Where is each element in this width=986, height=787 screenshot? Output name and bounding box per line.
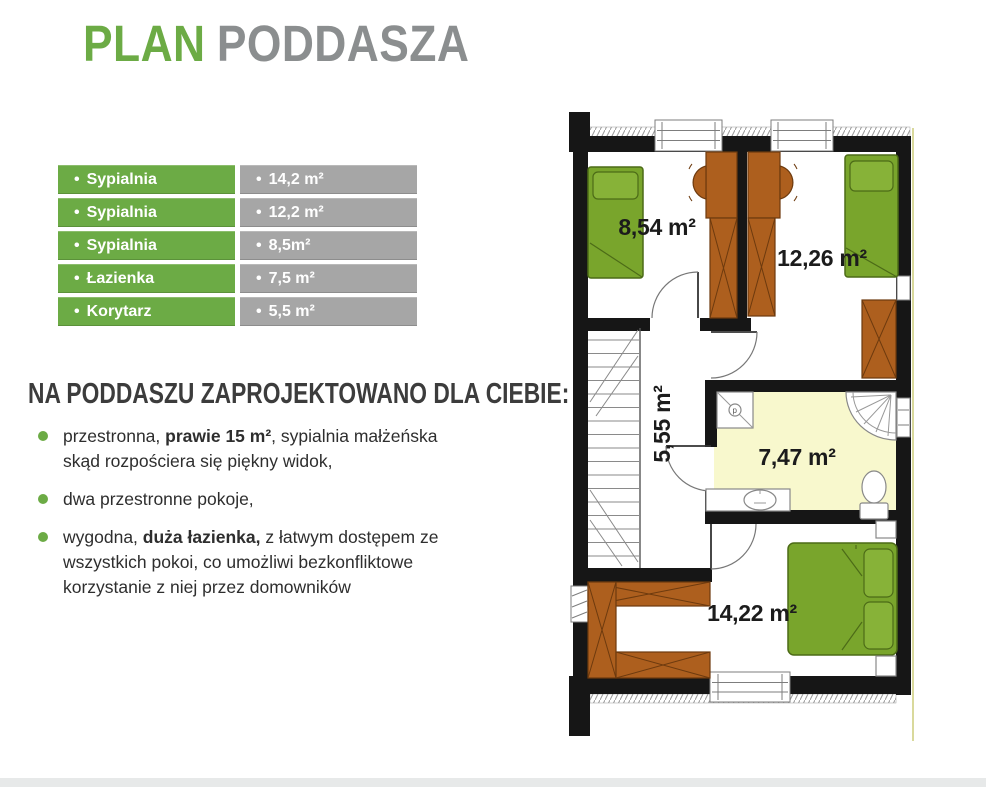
table-cell-room-name: [58, 165, 235, 194]
room-label-corridor: 5,55 m²: [649, 385, 675, 463]
wardrobe-icon: [748, 218, 775, 316]
table-cell-room-area: [240, 297, 417, 326]
door-arc-bedroom-1226: [711, 332, 757, 378]
staircase: [588, 328, 640, 568]
room-area: 12,2 m²: [268, 204, 324, 221]
feature-text-line: korzystanie z niej przez domowników: [63, 577, 351, 597]
room-area-table: [58, 165, 417, 326]
page-title: [83, 14, 527, 73]
feature-text-post: z łatwym dostępem ze: [260, 527, 439, 547]
room-name: Korytarz: [86, 303, 152, 320]
bullet-icon: •: [256, 237, 262, 254]
bullet-icon: •: [256, 204, 262, 221]
window-icon: [571, 586, 588, 622]
room-label-1422: 14,22 m²: [707, 600, 797, 626]
door-arc-bedroom-1422: [711, 524, 756, 569]
table-cell-room-name: [58, 231, 235, 260]
toilet-icon: [860, 471, 888, 519]
feature-item: [36, 424, 526, 474]
room-area: 5,5 m²: [268, 303, 315, 320]
feature-item: [36, 487, 526, 512]
feature-text-post: , sypialnia małżeńska: [271, 426, 438, 446]
wall-niche: [897, 398, 910, 437]
table-cell-room-name: [58, 264, 235, 293]
table-cell-room-name: [58, 198, 235, 227]
room-name: Sypialnia: [86, 237, 157, 254]
room-label-bathroom: 7,47 m²: [758, 444, 836, 470]
bullet-dot-icon: [38, 431, 48, 441]
chair-icon: [780, 164, 797, 201]
table-cell-room-area: [240, 231, 417, 260]
bed-icon: [788, 543, 897, 655]
title-highlight: PLAN: [83, 15, 206, 72]
bullet-icon: •: [74, 237, 80, 254]
wall-niche: [897, 276, 910, 300]
feature-text-line: wszystkich pokoi, co umożliwi bezkonfliktowe: [63, 552, 414, 572]
bullet-icon: •: [256, 171, 262, 188]
table-cell-room-area: [240, 165, 417, 194]
bullet-dot-icon: [38, 494, 48, 504]
feature-list: [36, 424, 526, 613]
section-heading: NA PODDASZU ZAPROJEKTOWANO DLA CIEBIE:: [28, 378, 570, 410]
feature-text-line: skąd rozpościera się piękny widok,: [63, 451, 333, 471]
room-label-1226: 12,26 m²: [777, 245, 867, 271]
feature-text-bold: prawie 15 m²: [165, 426, 272, 446]
desk-icon: [706, 152, 737, 218]
bottom-strip: [0, 778, 986, 787]
room-name: Sypialnia: [86, 204, 157, 221]
floor-plan: [555, 95, 986, 787]
room-name: Łazienka: [86, 270, 155, 287]
shower-icon: [717, 392, 753, 428]
feature-text-pre: przestronna,: [63, 426, 166, 446]
bullet-icon: •: [74, 270, 80, 287]
chair-icon: [689, 164, 706, 201]
door-arc-bedroom-854: [652, 272, 698, 318]
wardrobe-icon: [710, 218, 737, 318]
desk-icon: [748, 152, 780, 218]
bullet-dot-icon: [38, 532, 48, 542]
wardrobe-icon: [862, 300, 896, 378]
bullet-icon: •: [256, 270, 262, 287]
room-area: 7,5 m²: [268, 270, 315, 287]
table-cell-room-area: [240, 198, 417, 227]
feature-item: [36, 525, 526, 600]
room-name: Sypialnia: [86, 171, 157, 188]
feature-text-bold: duża łazienka,: [142, 527, 261, 547]
table-cell-room-name: [58, 297, 235, 326]
bullet-icon: •: [74, 171, 80, 188]
window-icon: [771, 120, 833, 151]
feature-text-pre: wygodna,: [63, 527, 143, 547]
bullet-icon: •: [256, 303, 262, 320]
room-area: 14,2 m²: [268, 171, 324, 188]
wardrobe-icon: [588, 582, 710, 678]
room-label-854: 8,54 m²: [618, 214, 696, 240]
table-cell-room-area: [240, 264, 417, 293]
sink-icon: [706, 489, 790, 511]
title-rest: PODDASZA: [216, 15, 470, 72]
window-icon: [655, 120, 722, 151]
feature-text: dwa przestronne pokoje,: [63, 489, 254, 509]
window-icon: [710, 672, 790, 702]
shower-drain-label: p: [732, 406, 737, 415]
bullet-icon: •: [74, 303, 80, 320]
room-area: 8,5m²: [268, 237, 311, 254]
bullet-icon: •: [74, 204, 80, 221]
